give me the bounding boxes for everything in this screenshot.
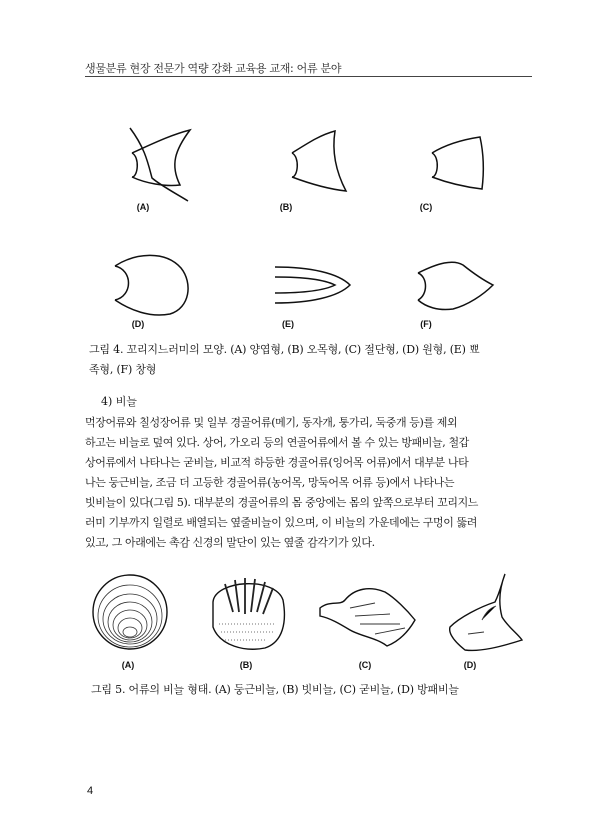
body-line-7: 있고, 그 아래에는 촉감 신경의 말단이 있는 옆줄 감각기가 있다. [85,536,375,549]
body-line-2: 하고는 비늘로 덮여 있다. 상어, 가오리 등의 연골어류에서 볼 수 있는 방패비늘, 철갑 [85,436,469,449]
running-header: 생물분류 현장 전문가 역량 강화 교육용 교재: 어류 분야 [85,62,342,75]
fig4-label-b: (B) [279,202,293,212]
fig5-label-c: (C) [358,660,372,670]
caudal-fin-rounded-drawing [105,248,195,323]
body-line-1: 먹장어류와 칠성장어류 및 일부 경골어류(메기, 동자개, 퉁가리, 둑중개 등)를 제외 [85,416,458,429]
fig4-label-c: (C) [419,202,433,212]
fig5-label-a: (A) [121,660,135,670]
figure4-caption-line-2: 족형, (F) 창형 [89,363,157,376]
fig4-label-e: (E) [282,319,294,329]
fig5-label-b: (B) [239,660,253,670]
header-rule [85,76,532,77]
fig4-label-a: (A) [136,202,150,212]
body-line-5: 빗비늘이 있다(그림 5). 대부분의 경골어류의 몸 중앙에는 몸의 앞쪽으로부터 꼬리지느 [85,496,479,509]
caudal-fin-truncate-drawing [420,125,500,205]
figure4-caption-line-1: 그림 4. 꼬리지느러미의 모양. (A) 양엽형, (B) 오목형, (C) 절단형, (D) 원형, (E) 뾰 [89,343,480,356]
caudal-fin-forked-drawing [120,125,200,205]
body-line-4: 나는 둥근비늘, 조금 더 고등한 경골어류(농어목, 망둑어목 어류 등)에서 나타나는 [85,476,455,489]
figure5-caption: 그림 5. 어류의 비늘 형태. (A) 둥근비늘, (B) 빗비늘, (C) 굳비늘, (D) 방패비늘 [91,683,459,696]
fig5-label-d: (D) [463,660,477,670]
page-number: 4 [87,785,94,797]
body-line-3: 상어류에서 나타나는 굳비늘, 비교적 하등한 경골어류(잉어목 어류)에서 대부분 나타 [85,456,469,469]
section-title: 4) 비늘 [101,395,138,408]
ganoid-scale-drawing [315,578,420,653]
caudal-fin-emarginate-drawing [280,125,360,205]
placoid-scale-drawing [440,572,525,657]
fig4-label-d: (D) [131,319,145,329]
caudal-fin-lanceolate-drawing [408,255,498,320]
ctenoid-scale-drawing [205,572,290,652]
fig4-label-f: (F) [420,319,432,329]
cycloid-scale-drawing [90,572,170,652]
caudal-fin-pointed-drawing [270,255,360,315]
body-line-6: 러미 기부까지 일렬로 배열되는 옆줄비늘이 있으며, 이 비늘의 가운데에는 구멍이 뚫려 [85,516,477,529]
figure4-caption [89,340,529,380]
body-paragraph [85,413,525,553]
